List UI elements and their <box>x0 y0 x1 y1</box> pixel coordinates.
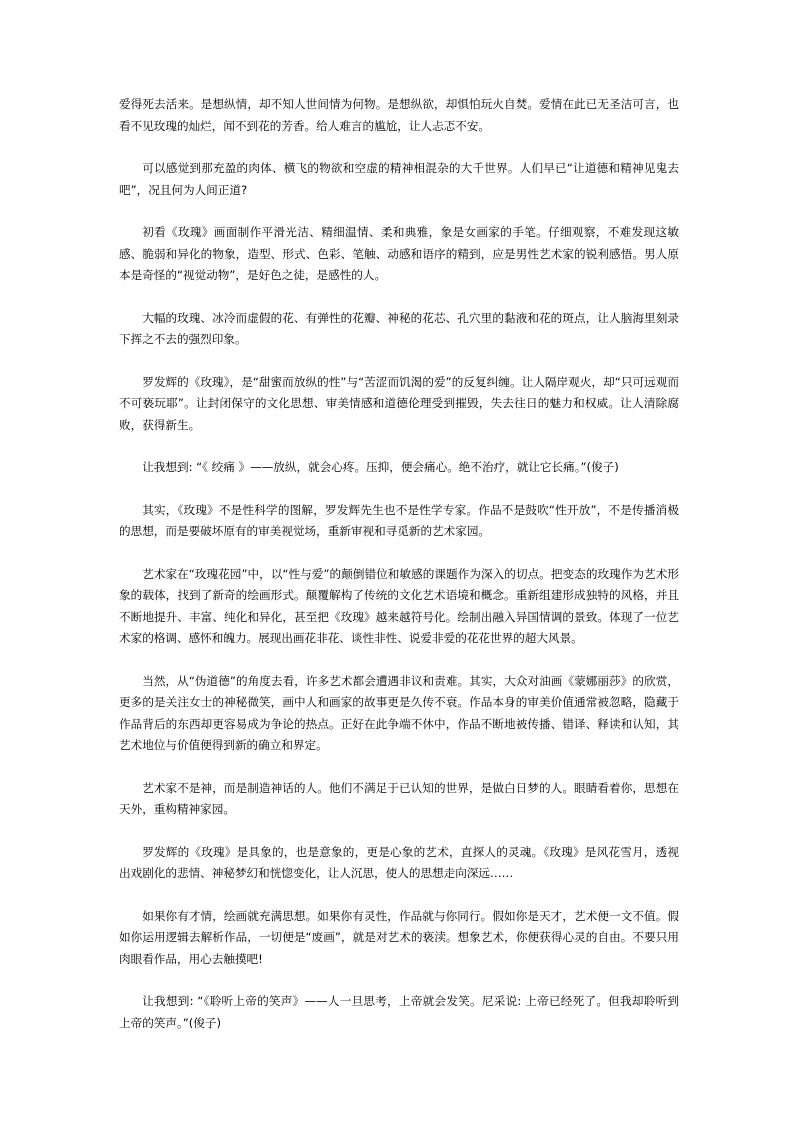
paragraph-5: 罗发辉的《玫瑰》，是“甜蜜而放纵的性”与“苦涩而饥渴的爱”的反复纠缠。让人隔岸观火，却“只可远观而不可亵玩耶”。让封闭保守的文化思想、审美情感和道德伦理受到摧毁，失去往日的魅力和权威。让人清除腐败，获得新生。 <box>119 374 679 432</box>
paragraph-9: 当然，从“伪道德”的角度去看，许多艺术都会遭遇非议和责难。其实，大众对油画《蒙娜丽莎》的欣赏，更多的是关注女士的神秘微笑，画中人和画家的故事更是久传不衰。作品本身的审美价值通常被忽略，隐藏于作品背后的东西却更容易成为争论的热点。正好在此争端不休中，作品不断地被传播、错译、释读和认知，其艺术地位与价值便得到新的确立和界定。 <box>119 673 679 752</box>
paragraph-4: 大幅的玫瑰、冰冷而虚假的花、有弹性的花瓣、神秘的花芯、孔穴里的黏液和花的斑点，让人脑海里刻录下挥之不去的强烈印象。 <box>119 310 679 346</box>
paragraph-3: 初看《玫瑰》画面制作平滑光洁、精细温情、柔和典雅，象是女画家的手笔。仔细观察，不难发现这敏感、脆弱和异化的物象，造型、形式、色彩、笔触、动感和语序的精到，应是男性艺术家的锐利感悟。男人原本是奇怪的“视觉动物”，是好色之徒，是感性的人。 <box>119 225 679 282</box>
paragraph-7: 其实，《玫瑰》不是性科学的图解，罗发辉先生也不是性学专家。作品不是鼓吹“性开放”，不是传播消极的思想，而是要破坏原有的审美视觉场，重新审视和寻觅新的艺术家园。 <box>119 502 679 538</box>
paragraph-10: 艺术家不是神，而是制造神话的人。他们不满足于已认知的世界，是做白日梦的人。眼睛看着你，思想在天外，重构精神家园。 <box>119 780 679 816</box>
paragraph-8: 艺术家在“玫瑰花园”中，以“性与爱”的颠倒错位和敏感的课题作为深入的切点。把变态的玫瑰作为艺术形象的载体，找到了新奇的绘画形式。颠覆解构了传统的文化艺术语境和概念。重新组建形成独特的风格，并且不断地提升、丰富、纯化和异化，甚至把《玫瑰》越来越符号化。绘制出融入异国情调的景致。体现了一位艺术家的格调、感怀和魄力。展现出画花非花、谈性非性、说爱非爱的花花世界的超大风景。 <box>119 566 679 645</box>
paragraph-13-quote: 让我想到: “《聆听上帝的笑声》——人一旦思考，上帝就会发笑。尼采说: 上帝已经死了。但我却聆听到上帝的笑声。”(俊子) <box>119 994 679 1030</box>
document-page <box>119 94 679 1055</box>
paragraph-1: 爱得死去活来。是想纵情，却不知人世间情为何物。是想纵欲，却惧怕玩火自焚。爱情在此已无圣洁可言，也看不见玫瑰的灿烂，闻不到花的芳香。给人难言的尴尬，让人忐忑不安。 <box>119 97 679 133</box>
paragraph-11: 罗发辉的《玫瑰》是具象的，也是意象的，更是心象的艺术，直探人的灵魂。《玫瑰》是风花雪月，透视出戏剧化的悲情、神秘梦幻和恍惚变化，让人沉思，使人的思想走向深远…… <box>119 844 679 880</box>
paragraph-12: 如果你有才情，绘画就充满思想。如果你有灵性，作品就与你同行。假如你是天才，艺术便一文不值。假如你运用逻辑去解析作品，一切便是“废画”，就是对艺术的亵渎。想象艺术，你便获得心灵的自由。不要只用肉眼看作品，用心去触摸吧! <box>119 908 679 966</box>
paragraph-2: 可以感觉到那充盈的肉体、横飞的物欲和空虚的精神相混杂的大千世界。人们早已“让道德和精神见鬼去吧”，况且何为人间正道? <box>119 161 679 197</box>
paragraph-6-quote: 让我想到: “《 绞痛 》——放纵，就会心疼。压抑，便会痛心。绝不治疗，就让它长痛。”(俊子) <box>142 460 619 474</box>
